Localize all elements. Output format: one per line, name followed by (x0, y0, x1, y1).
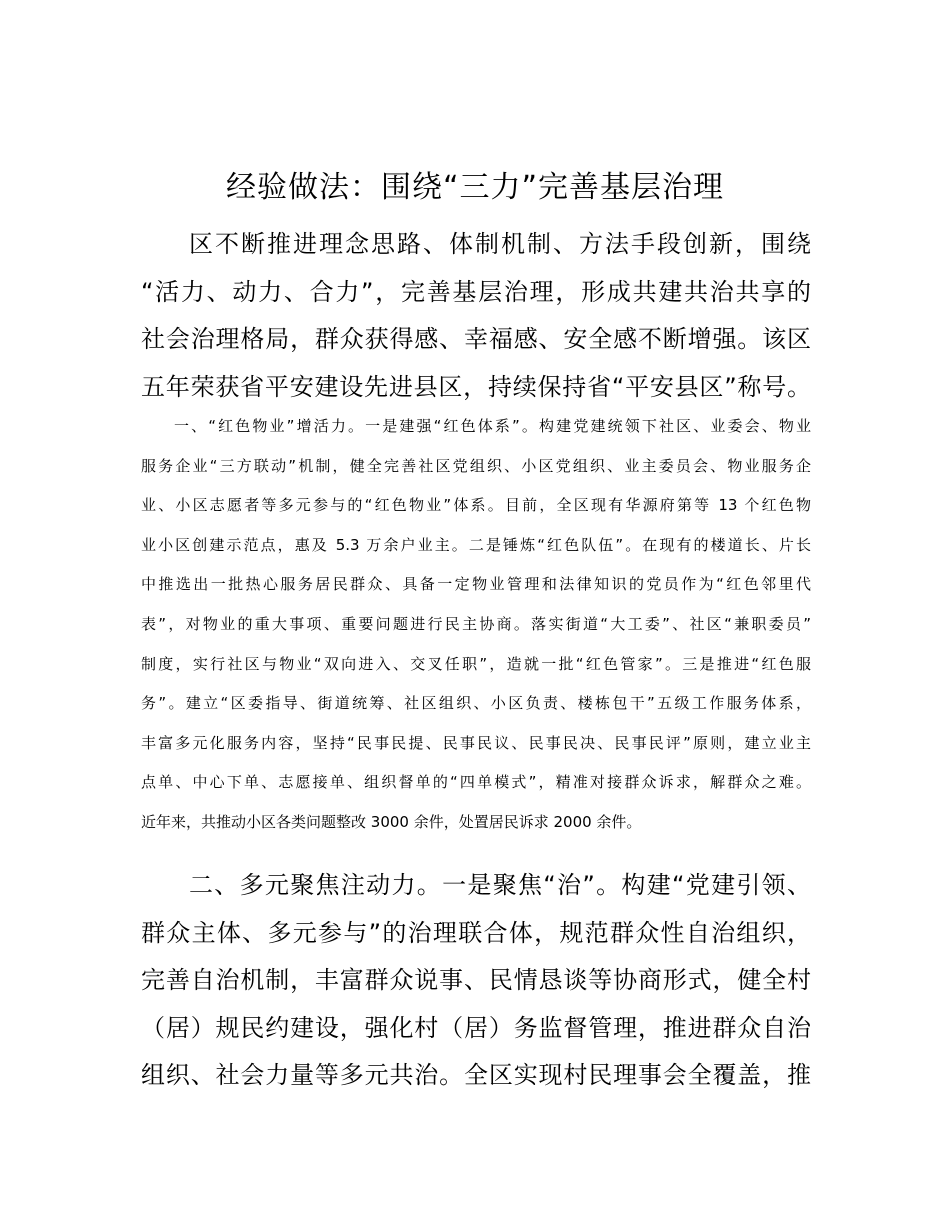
intro-paragraph (141, 221, 811, 411)
section-two-line: 群众主体、多元参与”的治理联合体，规范群众性自治组织， (141, 918, 811, 947)
section-two-paragraph (141, 862, 811, 1100)
intro-line: 区不断推进理念思路、体制机制、方法手段创新，围绕 (189, 230, 811, 258)
document-title: 经验做法：围绕“三力”完善基层治理 (225, 170, 725, 205)
section-two-line: 二、多元聚焦注动力。一是聚焦“治”。构建“党建引领、 (189, 871, 811, 899)
section-one-line: 服务企业“三方联动”机制，健全完善社区党组织、小区党组织、业主委员会、物业服务企 (141, 456, 811, 475)
intro-line: 社会治理格局，群众获得感、幸福感、安全感不断增强。该区 (141, 325, 811, 354)
intro-line: 五年荣获省平安建设先进县区，持续保持省“平安县区”称号。 (141, 372, 811, 401)
section-one-line: 业、小区志愿者等多元参与的“红色物业”体系。目前，全区现有华源府第等 13 个红色物 (141, 496, 811, 515)
section-one-line: 近年来，共推动小区各类问题整改 3000 余件，处置居民诉求 2000 余件。 (141, 812, 642, 831)
section-one-line: 业小区创建示范点，惠及 5.3 万余户业主。二是锤炼“红色队伍”。在现有的楼道长、片长 (141, 535, 811, 554)
section-one-paragraph (141, 407, 811, 843)
section-one-line: 点单、中心下单、志愿接单、组织督单的“四单模式”，精准对接群众诉求，解群众之难。 (141, 773, 811, 792)
section-two-line: 组织、社会力量等多元共治。全区实现村民理事会全覆盖，推 (141, 1061, 811, 1090)
section-one-line: 丰富多元化服务内容，坚持“民事民提、民事民议、民事民决、民事民评”原则，建立业主 (141, 733, 811, 752)
section-one-line: 中推选出一批热心服务居民群众、具备一定物业管理和法律知识的党员作为“红色邻里代 (141, 575, 811, 594)
section-one-line: 一、“红色物业”增活力。一是建强“红色体系”。构建党建统领下社区、业委会、物业 (174, 417, 811, 435)
intro-line: “活力、动力、合力”，完善基层治理，形成共建共治共享的 (141, 277, 811, 306)
section-one-line: 务”。建立“区委指导、街道统筹、社区组织、小区负责、楼栋包干”五级工作服务体系， (141, 694, 811, 713)
section-one-line: 表”，对物业的重大事项、重要问题进行民主协商。落实街道“大工委”、社区“兼职委员” (141, 614, 811, 633)
section-two-line: 完善自治机制，丰富群众说事、民情恳谈等协商形式，健全村 (141, 966, 811, 995)
section-two-line: （居）规民约建设，强化村（居）务监督管理，推进群众自治 (141, 1013, 811, 1042)
section-one-line: 制度，实行社区与物业“双向进入、交叉任职”，造就一批“红色管家”。三是推进“红色服 (141, 654, 811, 673)
